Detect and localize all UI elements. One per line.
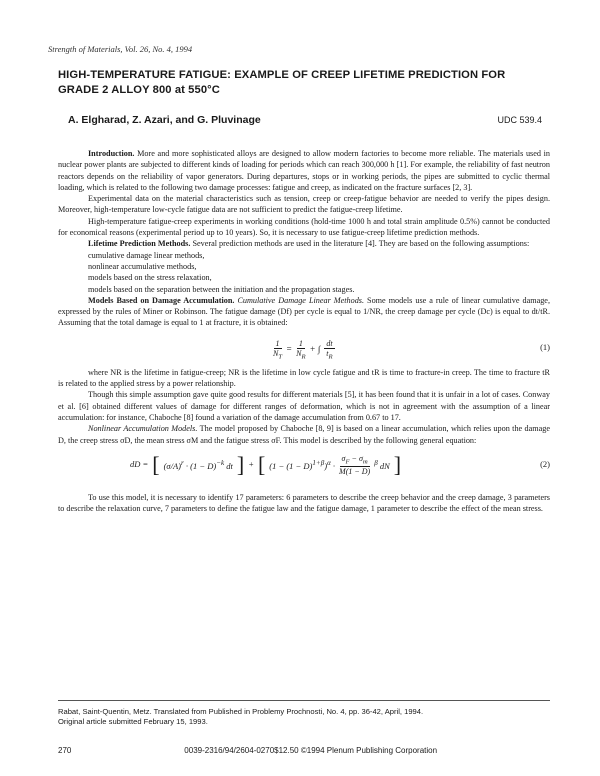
article-authors: A. Elgharad, Z. Azari, and G. Pluvinage — [68, 114, 261, 126]
page-footer — [58, 746, 550, 755]
paragraph-nonlinear — [58, 423, 550, 446]
paragraph-text: Several prediction methods are used in the literature [4]. They are based on the following assumptions: — [190, 239, 530, 249]
subsection-heading-nonlinear: Nonlinear Accumulation Models. — [88, 424, 198, 434]
list-item: models based on the separation between the initiation and the propagation stages. — [88, 284, 355, 294]
paragraph: To use this model, it is necessary to identify 17 parameters: 6 parameters to describe the creep behavior and the creep damage, 3 parameters to describe the relaxation curve, 7 parameters to define the fatigue law and the fatigue damage, 1 parameter to describe the effect of the mean stress. — [58, 492, 550, 514]
assumptions-list — [58, 250, 550, 295]
equation-2 — [58, 450, 550, 488]
paragraph-text: Some models use a rule of linear cumulative damage, expressed by the rules of Miner or Robinson. The fatigue damage (Df) per cycle is equal to 1/NR, the creep damage per cycle (Dc) is equal to dt/tR. Assuming that the total damage is equal to 1 at fracture, it is obtained: — [58, 295, 550, 328]
paragraph-introduction — [58, 148, 550, 193]
list-item: nonlinear accumulative methods, — [88, 261, 197, 271]
section-heading-damage: Models Based on Damage Accumulation. — [88, 295, 235, 305]
paragraph: Experimental data on the material characteristics such as tension, creep or creep-fatigue behavior are needed to verify the pipes design. Moreover, high-temperature low-cycle fatigue data are not sufficient to predict the fatigue-creep lifetime. — [58, 194, 550, 215]
copyright-line: 0039-2316/94/2604-0270$12.50 ©1994 Plenum Publishing Corporation — [184, 746, 438, 755]
page-number: 270 — [58, 746, 72, 755]
paragraph-lifetime-methods — [58, 238, 550, 249]
equation-2-expression: dD = [ $(\sigma/A)^r \cdot (1 - D)^{-k}$ dt ] + [ $(1 - (1 - D)^{1+\beta})^\alpha$ · $\frac{\sigma_F - \sigma_m}{M(1 - D)}$ $^\beta$ dN ] — [130, 452, 402, 478]
list-item: cumulative damage linear methods, — [88, 250, 205, 260]
paragraph-text: The model proposed by Chaboche [8, 9] is based on a linear accumulation, which relies upon the damage D, the creep stress σD, the mean stress σM and the fatigue stress σF. This model is described by the following general equation: — [58, 424, 550, 445]
article-body — [58, 148, 550, 514]
footnote-submitted: Original article submitted February 15, 1993. — [58, 717, 208, 726]
equation-1-number: (1) — [540, 341, 550, 352]
paragraph: High-temperature fatigue-creep experiments in working conditions (hold-time 1000 h and total strain amplitude 0.5%) cannot be conducted for economical reasons (experimental period up to 10 years). So, it is necessary to use fatigue-creep lifetime prediction methods. — [58, 216, 550, 238]
paragraph-text: More and more sophisticated alloys are designed to allow modern factories to become more reliable. The materials used in nuclear power plants are subjected to different kinds of loading for periods which can reach 300,000 h [1]. For example, the reliability of fast neutron reactors depends on the reliability of vapor generators. During departures, stops or in working periods, the pipes are submitted to cyclic thermal loading, which is related to the following two damage processes: fatigue and creep, as indicated on the fracture surfaces [2, 3]. — [58, 149, 550, 192]
footnote-translation: Rabat, Saint-Quentin, Metz. Translated from Published in Problemy Prochnosti, No. 4, pp. 36-42, April, 1994. — [58, 707, 424, 716]
equation-1 — [58, 333, 550, 363]
article-title: HIGH-TEMPERATURE FATIGUE: EXAMPLE OF CREEP LIFETIME PREDICTION FOR GRADE 2 ALLOY 800 at 550°C — [58, 69, 506, 96]
paragraph: Though this simple assumption gave quite good results for different materials [5], it has been found that it is unfair in a lot of cases. Conway et al. [6] obtained different values of damage for different ranges of deformation, which is not in agreement with the assumption of a linear accumulation: for instance, Chaboche [8] found a variation of the damage accumulation from 0.67 to 17. — [58, 390, 550, 422]
list-item: models based on the stress relaxation, — [88, 273, 212, 283]
equation-1-expression: $\frac{1}{N_T}$ = $\frac{1}{N_R}$ + ∫ $\frac{dt}{t_R}$ — [273, 338, 333, 361]
running-head: Strength of Materials, Vol. 26, No. 4, 1994 — [48, 44, 193, 54]
udc-code: UDC 539.4 — [497, 115, 542, 125]
paragraph-damage-accumulation — [58, 295, 550, 329]
subsection-heading-linear: Cumulative Damage Linear Methods. — [234, 295, 365, 305]
section-heading-lifetime: Lifetime Prediction Methods. — [88, 239, 191, 249]
section-heading-introduction: Introduction. — [88, 149, 135, 158]
footnote — [58, 700, 550, 727]
equation-2-number: (2) — [540, 458, 550, 469]
paragraph: where NR is the lifetime in fatigue-creep; NR is the lifetime in low cycle fatigue and tR is time to fracture-in creep. The time to fracture tR is related to the applied stress by a power relationship. — [58, 367, 550, 389]
